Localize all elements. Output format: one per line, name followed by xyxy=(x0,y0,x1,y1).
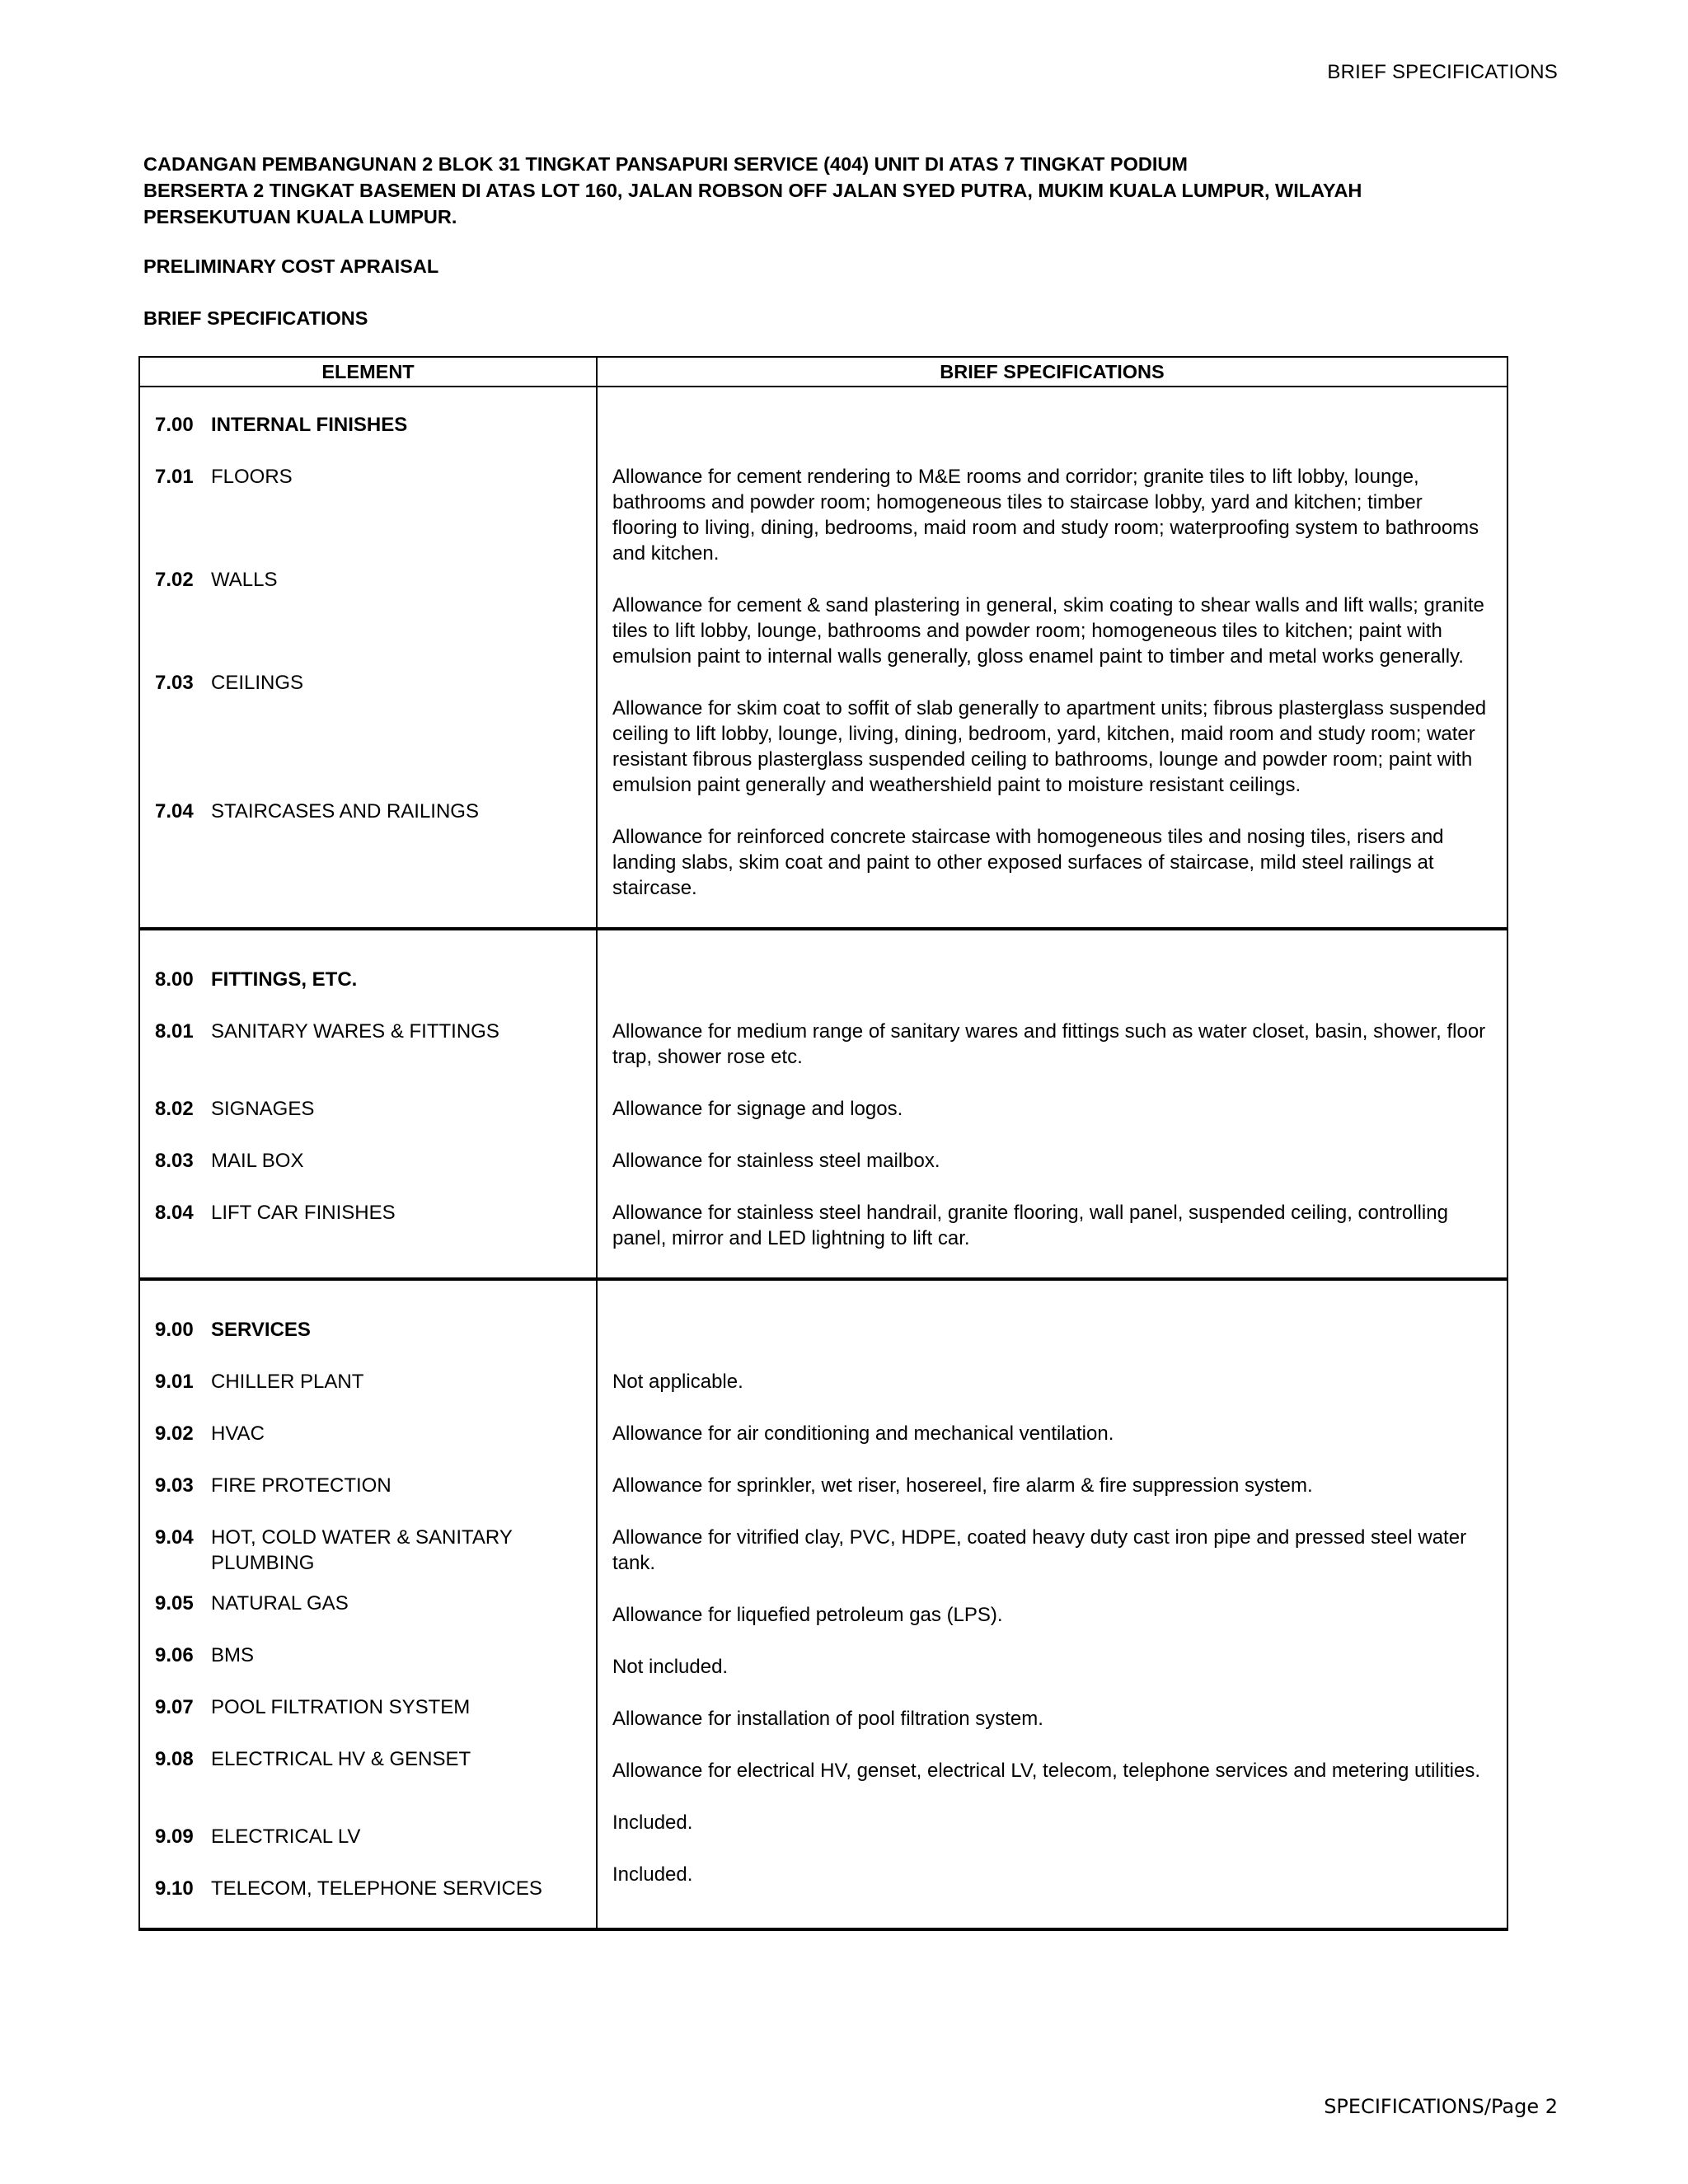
spec-text: Not applicable. xyxy=(612,1371,743,1393)
element-item xyxy=(155,1369,581,1394)
project-title-line: PERSEKUTUAN KUALA LUMPUR. xyxy=(143,206,457,227)
item-label: ELECTRICAL HV & GENSET xyxy=(211,1748,471,1770)
item-number: 9.04 xyxy=(155,1526,194,1549)
section-heading xyxy=(155,412,581,438)
item-label: ELECTRICAL LV xyxy=(211,1825,361,1848)
element-item xyxy=(155,1019,581,1044)
spec-text: Allowance for skim coat to soffit of slab generally to apartment units; fibrous plasterglass suspended ceiling to lift lobby, lounge, living, dining, bedroom, yard, kitchen, maid room and study room; water resistant fibrous plasterglass suspended ceiling to bathrooms, lounge and powder room; paint with emulsion paint generally and weathershield paint to moisture resistant ceilings. xyxy=(612,697,1487,796)
table-row xyxy=(139,387,1507,929)
spec-text: Allowance for cement & sand plastering in general, skim coating to shear walls and lift walls; granite tiles to lift lobby, lounge, bathrooms and powder room; homogeneous tiles to kitchen; paint with emulsion paint to internal walls generally, gloss enamel paint to timber and metal works generally. xyxy=(612,594,1484,668)
item-label: SIGNAGES xyxy=(211,1098,315,1120)
project-title-line: CADANGAN PEMBANGUNAN 2 BLOK 31 TINGKAT PANSAPURI SERVICE (404) UNIT DI ATAS 7 TINGKAT PODIUM xyxy=(143,153,1188,175)
spec-text: Allowance for stainless steel handrail, granite flooring, wall panel, suspended ceiling, controlling panel, mirror and LED lightning to lift car. xyxy=(612,1202,1448,1249)
item-number: 9.03 xyxy=(155,1474,194,1497)
item-label: FLOORS xyxy=(211,466,293,488)
spec-text: Included. xyxy=(612,1863,693,1886)
item-label: MAIL BOX xyxy=(211,1150,304,1172)
item-number: 9.01 xyxy=(155,1371,194,1393)
item-number: 9.08 xyxy=(155,1748,194,1770)
spec-text: Included. xyxy=(612,1811,693,1834)
item-label: FIRE PROTECTION xyxy=(211,1474,392,1497)
element-item xyxy=(155,1824,581,1849)
item-label: SERVICES xyxy=(211,1319,311,1341)
column-header-element: ELEMENT xyxy=(139,357,597,387)
document-subtitle: PRELIMINARY COST APRAISAL xyxy=(143,255,439,277)
item-number: 8.02 xyxy=(155,1098,194,1120)
element-item xyxy=(155,464,581,490)
item-label: LIFT CAR FINISHES xyxy=(211,1202,396,1224)
item-number: 7.03 xyxy=(155,672,194,694)
section-heading xyxy=(155,1317,581,1343)
item-number: 8.03 xyxy=(155,1150,194,1172)
spec-text: Allowance for sprinkler, wet riser, hosereel, fire alarm & fire suppression system. xyxy=(612,1474,1313,1497)
item-number: 8.00 xyxy=(155,968,194,991)
spec-text: Allowance for liquefied petroleum gas (LPS). xyxy=(612,1604,1003,1626)
section-title: BRIEF SPECIFICATIONS xyxy=(143,307,368,329)
column-header-specifications: BRIEF SPECIFICATIONS xyxy=(597,357,1507,387)
item-label: TELECOM, TELEPHONE SERVICES xyxy=(211,1877,542,1900)
item-label: BMS xyxy=(211,1644,255,1666)
element-item xyxy=(155,1591,581,1616)
item-number: 9.05 xyxy=(155,1592,194,1615)
page-footer: SPECIFICATIONS/Page 2 xyxy=(1324,2095,1558,2118)
item-number: 9.09 xyxy=(155,1825,194,1848)
item-label: HVAC xyxy=(211,1422,265,1445)
spec-text: Allowance for air conditioning and mechanical ventilation. xyxy=(612,1422,1114,1445)
section-heading xyxy=(155,967,581,992)
item-number: 7.04 xyxy=(155,800,194,823)
element-item xyxy=(155,1525,581,1576)
spec-text: Allowance for electrical HV, genset, electrical LV, telecom, telephone services and metering utilities. xyxy=(612,1760,1480,1782)
item-number: 8.04 xyxy=(155,1202,194,1224)
element-item xyxy=(155,1473,581,1498)
section-fittings xyxy=(139,929,1507,1279)
running-header: BRIEF SPECIFICATIONS xyxy=(1327,61,1558,83)
item-label: INTERNAL FINISHES xyxy=(211,414,408,436)
item-label: FITTINGS, ETC. xyxy=(211,968,358,991)
item-number: 9.07 xyxy=(155,1696,194,1718)
element-item xyxy=(155,670,581,696)
item-label: STAIRCASES AND RAILINGS xyxy=(211,800,479,823)
item-number: 9.00 xyxy=(155,1319,194,1341)
table-row xyxy=(139,1279,1507,1929)
spec-text: Allowance for reinforced concrete staircase with homogeneous tiles and nosing tiles, risers and landing slabs, skim coat and paint to other exposed surfaces of staircase, mild steel railings at staircase. xyxy=(612,826,1444,899)
item-number: 7.00 xyxy=(155,414,194,436)
element-item xyxy=(155,1148,581,1174)
item-label: CEILINGS xyxy=(211,672,304,694)
item-number: 9.06 xyxy=(155,1644,194,1666)
element-item xyxy=(155,1421,581,1446)
item-label: NATURAL GAS xyxy=(211,1592,349,1615)
item-label: SANITARY WARES & FITTINGS xyxy=(211,1020,499,1043)
element-item xyxy=(155,1200,581,1226)
spec-text: Not included. xyxy=(612,1656,729,1678)
item-number: 9.02 xyxy=(155,1422,194,1445)
item-number: 7.02 xyxy=(155,569,194,591)
item-label: CHILLER PLANT xyxy=(211,1371,364,1393)
item-number: 7.01 xyxy=(155,466,194,488)
element-item xyxy=(155,1694,581,1720)
table-header-row xyxy=(139,357,1507,387)
spec-text: Allowance for vitrified clay, PVC, HDPE, coated heavy duty cast iron pipe and pressed steel water tank. xyxy=(612,1526,1467,1574)
item-label: WALLS xyxy=(211,569,278,591)
spec-text: Allowance for signage and logos. xyxy=(612,1098,903,1120)
item-label: POOL FILTRATION SYSTEM xyxy=(211,1696,471,1718)
element-item xyxy=(155,799,581,824)
spec-text: Allowance for installation of pool filtration system. xyxy=(612,1708,1043,1730)
item-number: 8.01 xyxy=(155,1020,194,1043)
project-title-line: BERSERTA 2 TINGKAT BASEMEN DI ATAS LOT 160, JALAN ROBSON OFF JALAN SYED PUTRA, MUKIM KUALA LUMPUR, WILAYAH xyxy=(143,180,1362,201)
element-item xyxy=(155,1746,581,1772)
project-title xyxy=(143,151,1479,230)
spec-text: Allowance for medium range of sanitary wares and fittings such as water closet, basin, shower, floor trap, shower rose etc. xyxy=(612,1020,1486,1068)
spec-text: Allowance for cement rendering to M&E rooms and corridor; granite tiles to lift lobby, lounge, bathrooms and powder room; homogeneous tiles to staircase lobby, yard and kitchen; timber flooring to living, dining, bedrooms, maid room and study room; waterproofing system to bathrooms and kitchen. xyxy=(612,466,1479,565)
section-internal-finishes xyxy=(139,387,1507,929)
table-row xyxy=(139,929,1507,1279)
specifications-table xyxy=(138,356,1508,1931)
spec-text: Allowance for stainless steel mailbox. xyxy=(612,1150,940,1172)
item-label: HOT, COLD WATER & SANITARY PLUMBING xyxy=(211,1526,513,1574)
element-item xyxy=(155,567,581,593)
element-item xyxy=(155,1096,581,1122)
element-item xyxy=(155,1876,581,1901)
item-number: 9.10 xyxy=(155,1877,194,1900)
section-services xyxy=(139,1279,1507,1929)
element-item xyxy=(155,1643,581,1668)
